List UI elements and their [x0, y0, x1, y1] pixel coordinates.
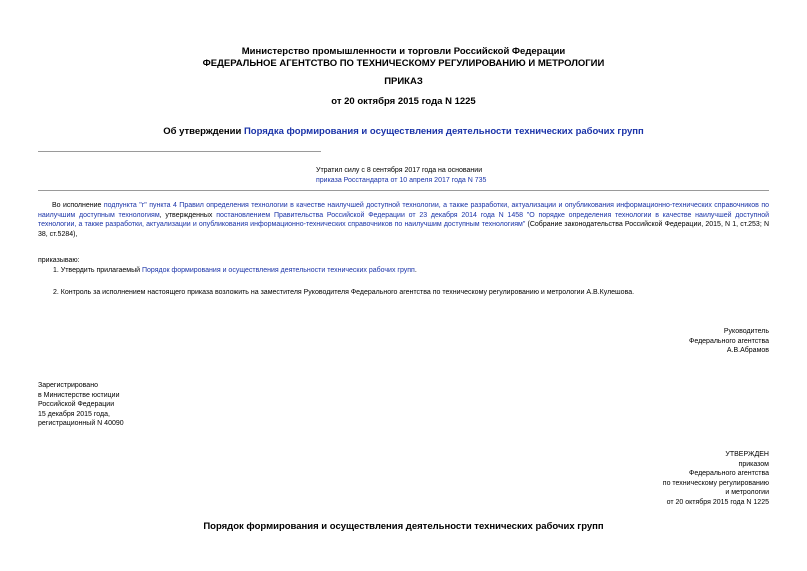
order-item-1 — [53, 266, 769, 276]
item-1-suffix: . — [414, 267, 417, 274]
registration-line-2: в Министерстве юстиции — [38, 391, 120, 399]
preamble-link-rules[interactable]: подпункта "г" пункта 4 Правил определения технологии в качестве наилучшей доступной технологии, а также разработки, актуализации и опубликования информационно-технических справочников по наилучшим доступным технологиям — [38, 202, 770, 219]
item-1-link[interactable]: Порядок формирования и осуществления деятельности технических рабочих групп — [141, 267, 415, 274]
approval-line-6: от 20 октября 2015 года N 1225 — [666, 498, 769, 506]
repeal-notice-text: Утратил силу с 8 сентября 2017 года на основании — [316, 167, 483, 174]
preamble-text-2: , утвержденных — [159, 211, 217, 219]
registration-line-5: регистрационный N 40090 — [38, 420, 124, 428]
approval-line-5: и метрологии — [725, 489, 769, 497]
preamble-text-3: (Собрание законодательства Российской Федерации, 2015, N 1, ст.253; N 38, ст.5284), — [38, 221, 769, 238]
divider-full — [38, 190, 769, 191]
approval-line-3: Федерального агентства — [689, 470, 769, 478]
agency-name: ФЕДЕРАЛЬНОЕ АГЕНТСТВО ПО ТЕХНИЧЕСКОМУ РЕГУЛИРОВАНИЮ И МЕТРОЛОГИИ — [202, 58, 605, 69]
approval-line-1: УТВЕРЖДЕН — [725, 451, 769, 458]
preamble-text-1: Во исполнение — [52, 202, 104, 209]
title-prefix: Об утверждении — [163, 126, 244, 137]
item-1-prefix: 1. Утвердить прилагаемый — [53, 267, 142, 274]
approval-block — [569, 450, 769, 508]
document-date: от 20 октября 2015 года N 1225 — [331, 96, 476, 107]
registration-line-4: 15 декабря 2015 года, — [38, 410, 110, 418]
repeal-notice-link[interactable]: приказа Росстандарта от 10 апреля 2017 года N 735 — [316, 176, 487, 184]
signature-block — [569, 327, 769, 356]
document-type: ПРИКАЗ — [384, 76, 423, 87]
ministry-name: Министерство промышленности и торговли Российской Федерации — [241, 46, 566, 57]
document-title — [0, 126, 807, 138]
signature-agency: Федерального агентства — [689, 337, 769, 345]
divider-short — [38, 151, 321, 152]
approval-line-2: приказом — [738, 460, 769, 468]
preamble-link-decree[interactable]: постановлением Правительства Российской Федерации от 23 декабря 2014 года N 1458 "О порядке определения технологии в качестве наилучшей доступной технологии, а также разработки, актуализации и опубликования информационно-технических справочников по наилучшим доступным технологиям" — [38, 211, 769, 229]
preamble-paragraph — [38, 201, 769, 239]
repeal-notice — [316, 166, 516, 185]
order-word: приказываю: — [38, 257, 80, 264]
procedure-title: Порядок формирования и осуществления деятельности технических рабочих групп — [203, 521, 604, 532]
registration-block — [38, 381, 238, 429]
signature-name: А.В.Абрамов — [726, 347, 769, 355]
signature-position: Руководитель — [723, 328, 769, 335]
approval-line-4: по техническому регулированию — [662, 479, 769, 487]
registration-line-3: Российской Федерации — [38, 401, 115, 409]
order-item-2: 2. Контроль за исполнением настоящего приказа возложить на заместителя Руководителя Федерального агентства по техническому регулированию и метрологии А.В.Кулешова. — [53, 289, 635, 296]
registration-line-1: Зарегистрировано — [38, 382, 98, 389]
title-link[interactable]: Порядка формирования и осуществления деятельности технических рабочих групп — [243, 126, 644, 137]
